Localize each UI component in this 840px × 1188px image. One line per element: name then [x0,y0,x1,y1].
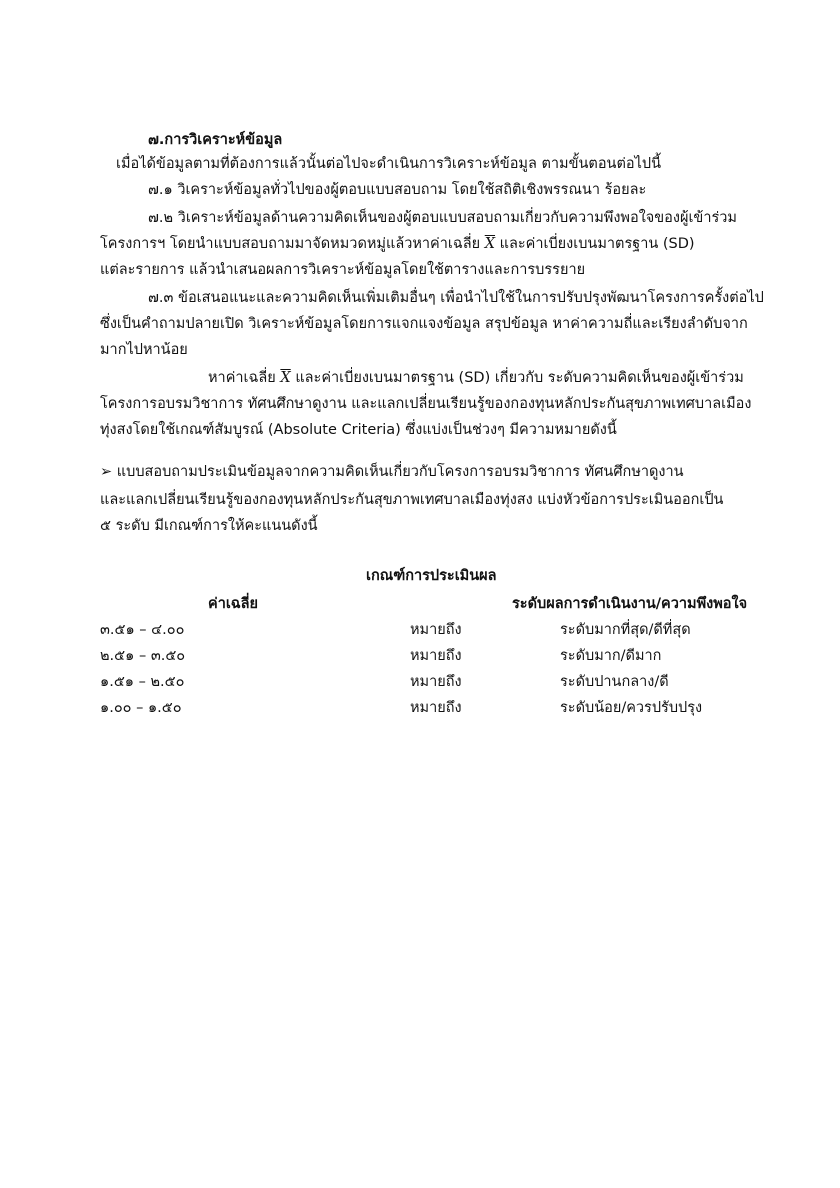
bullet-para-line1-text: แบบสอบถามประเมินข้อมูลจากความคิดเห็นเกี่ยวกับโครงการอบรมวิชาการ ทัศนศึกษาดูงาน [116,464,684,480]
table-row [100,696,760,720]
criteria-header-row [100,592,760,616]
arrow-bullet-icon: ➢ [100,464,113,480]
header-mean: ค่าเฉลี่ย [208,596,259,612]
level-cell: ระดับปานกลาง/ดี [560,674,669,690]
means-cell: หมายถึง [410,648,462,664]
item-7-3-line2: ซึ่งเป็นคำถามปลายเปิด วิเคราะห์ข้อมูลโดยการแจกแจงข้อมูล สรุปข้อมูล หาค่าความถี่และเรียงลำดับจาก [100,316,748,332]
intro-text: เมื่อได้ข้อมูลตามที่ต้องการแล้วนั้นต่อไปจะดำเนินการวิเคราะห์ข้อมูล ตามขั้นตอนต่อไปนี้ [116,156,661,172]
level-cell: ระดับมาก/ดีมาก [560,648,662,664]
item-7-2-line2-b: และค่าเบี่ยงเบนมาตรฐาน (SD) [499,236,695,252]
item-7-3-line3: มากไปหาน้อย [100,342,188,358]
range-cell: ๒.๕๑ – ๓.๕๐ [100,648,186,664]
item-7-2-line2 [100,232,695,256]
item-7-1: ๗.๑ วิเคราะห์ข้อมูลทั่วไปของผู้ตอบแบบสอบถาม โดยใช้สถิติเชิงพรรณนา ร้อยละ [148,182,647,198]
item-7-2-line1: ๗.๒ วิเคราะห์ข้อมูลด้านความคิดเห็นของผู้ตอบแบบสอบถามเกี่ยวกับความพึงพอใจของผู้เข้าร่วม [148,210,737,226]
table-row [100,618,760,642]
range-cell: ๑.๐๐ – ๑.๕๐ [100,700,182,716]
means-cell: หมายถึง [410,674,462,690]
xbar-symbol: $\overline{X}$ [484,236,496,252]
item-7-3-line1: ๗.๓ ข้อเสนอแนะและความคิดเห็นเพิ่มเติมอื่นๆ เพื่อนำไปใช้ในการปรับปรุงพัฒนาโครงการครั้งต่อไป [148,290,764,306]
table-row [100,670,760,694]
header-level: ระดับผลการดำเนินงาน/ความพึงพอใจ [512,596,748,612]
means-cell: หมายถึง [410,700,462,716]
level-cell: ระดับน้อย/ควรปรับปรุง [560,700,703,716]
mean-para-line1-a: หาค่าเฉลี่ย [208,370,276,386]
table-row [100,644,760,668]
range-cell: ๑.๕๑ – ๒.๕๐ [100,674,185,690]
bullet-para-line1 [100,460,684,484]
means-cell: หมายถึง [410,622,462,638]
section-title: ๗.การวิเคราะห์ข้อมูล [148,132,283,148]
mean-para-line2: โครงการอบรมวิชาการ ทัศนศึกษาดูงาน และแลกเปลี่ยนเรียนรู้ของกองทุนหลักประกันสุขภาพเทศบาลเมือง [100,396,752,412]
bullet-para-line3: ๕ ระดับ มีเกณฑ์การให้คะแนนดังนี้ [100,518,318,534]
mean-para-line3: ทุ่งสงโดยใช้เกณฑ์สัมบูรณ์ (Absolute Criteria) ซึ่งแบ่งเป็นช่วงๆ มีความหมายดังนี้ [100,422,617,438]
item-7-2-line2-a: โครงการฯ โดยนำแบบสอบถามมาจัดหมวดหมู่แล้วหาค่าเฉลี่ย [100,236,481,252]
item-7-2-line3: แต่ละรายการ แล้วนำเสนอผลการวิเคราะห์ข้อมูลโดยใช้ตารางและการบรรยาย [100,262,586,278]
level-cell: ระดับมากที่สุด/ดีที่สุด [560,622,691,638]
criteria-title: เกณฑ์การประเมินผล [366,568,497,584]
xbar-symbol: $\overline{X}$ [280,370,291,386]
range-cell: ๓.๕๑ – ๔.๐๐ [100,622,185,638]
bullet-para-line2: และแลกเปลี่ยนเรียนรู้ของกองทุนหลักประกันสุขภาพเทศบาลเมืองทุ่งสง แบ่งหัวข้อการประเมินออกเป็น [100,492,724,508]
mean-para-line1 [208,366,744,390]
mean-para-line1-b: และค่าเบี่ยงเบนมาตรฐาน (SD) เกี่ยวกับ ระดับความคิดเห็นของผู้เข้าร่วม [295,370,744,386]
